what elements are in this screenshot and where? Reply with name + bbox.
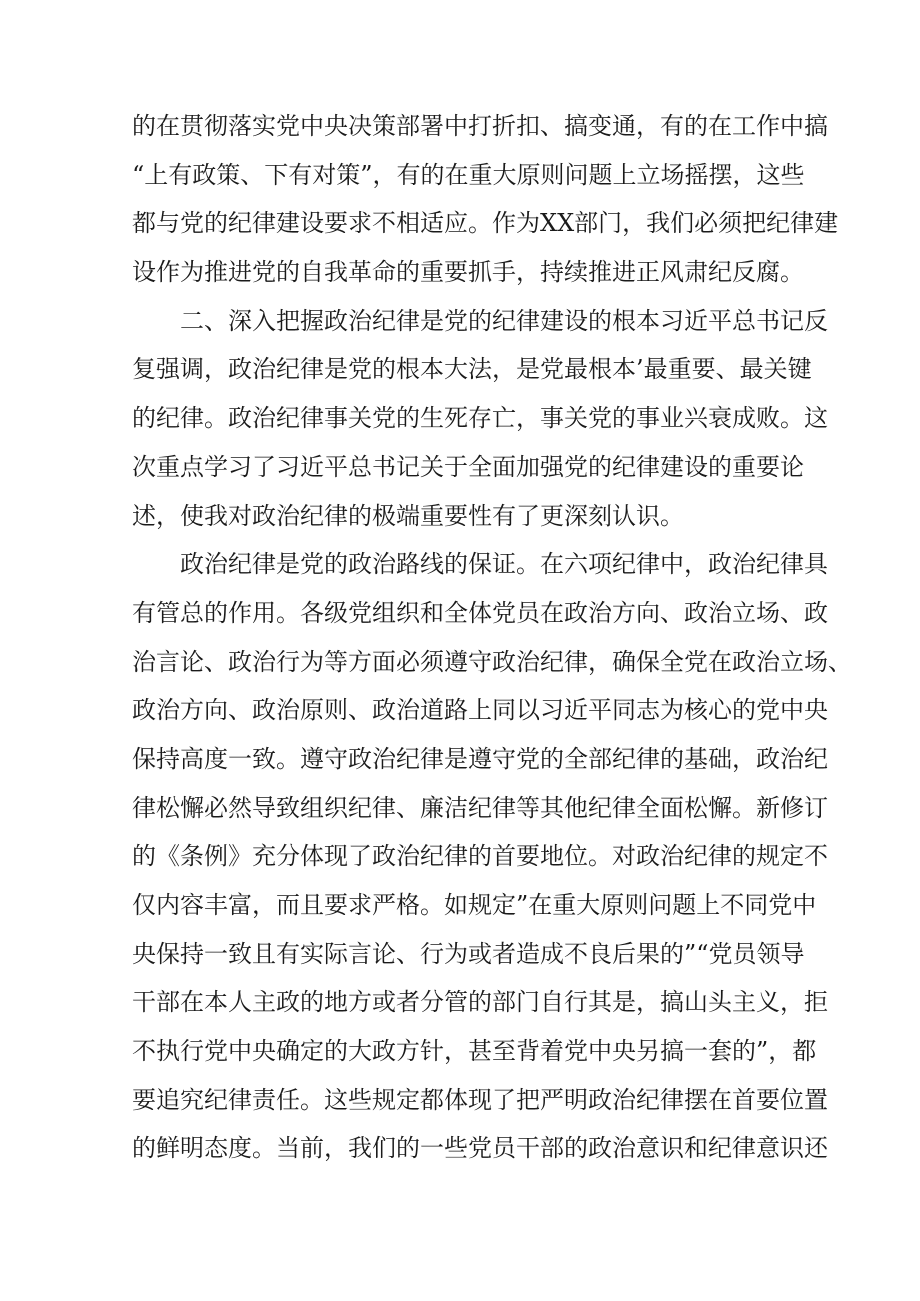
paragraph-3-line-2: 有管总的作用。各级党组织和全体党员在政治方向、政治立场、政 — [132, 598, 828, 627]
paragraph-3-line-9: 央保持一致且有实际言论、行为或者造成不良后果的”“党员领导 — [132, 939, 805, 968]
paragraph-1-line-1: 的在贯彻落实党中央决策部署中打折扣、搞变通，有的在工作中搞 — [132, 112, 828, 140]
paragraph-3-line-10: 干部在本人主政的地方或者分管的部门自行其是，搞山头主义，拒 — [132, 988, 828, 1017]
paragraph-2-line-1: 二、深入把握政治纪律是党的纪律建设的根本习近平总书记反 — [180, 306, 828, 335]
paragraph-2-line-2: 复强调，政治纪律是党的根本大法，是党最根本’最重要、最关键 — [132, 355, 812, 384]
paragraph-2-line-5: 述，使我对政治纪律的极端重要性有了更深刻认识。 — [132, 501, 684, 530]
paragraph-1-line-2: “上有政策、下有对策”，有的在重大原则问题上立场摇摆，这些 — [132, 160, 805, 189]
paragraph-3-line-1: 政治纪律是党的政治路线的保证。在六项纪律中，政治纪律具 — [180, 550, 828, 579]
paragraph-3-line-7: 的《条例》充分体现了政治纪律的首要地位。对政治纪律的规定不 — [132, 842, 828, 871]
paragraph-3-line-11: 不执行党中央确定的大政方针，甚至背着党中央另搞一套的”，都 — [132, 1037, 817, 1066]
document-body — [132, 102, 852, 1173]
paragraph-3-line-4: 政治方向、政治原则、政治道路上同以习近平同志为核心的党中央 — [132, 696, 828, 725]
paragraph-1-line-3: 都与党的纪律建设要求不相适应。作为XX部门，我们必须把纪律建 — [132, 209, 839, 238]
paragraph-2-line-4: 次重点学习了习近平总书记关于全面加强党的纪律建设的重要论 — [132, 452, 804, 481]
paragraph-3-line-3: 治言论、政治行为等方面必须遵守政治纪律，确保全党在政治立场、 — [132, 647, 852, 676]
paragraph-3-line-12: 要追究纪律责任。这些规定都体现了把严明政治纪律摆在首要位置 — [132, 1085, 828, 1114]
paragraph-3-line-8: 仅内容丰富，而且要求严格。如规定”在重大原则问题上不同党中 — [132, 891, 817, 919]
paragraph-3-line-13: 的鲜明态度。当前，我们的一些党员干部的政治意识和纪律意识还 — [132, 1134, 828, 1163]
paragraph-3-line-5: 保持高度一致。遵守政治纪律是遵守党的全部纪律的基础，政治纪 — [132, 744, 828, 773]
paragraph-1-line-4: 设作为推进党的自我革命的重要抓手，持续推进正风肃纪反腐。 — [132, 258, 804, 287]
paragraph-2-line-3: 的纪律。政治纪律事关党的生死存亡，事关党的事业兴衰成败。这 — [132, 404, 828, 433]
paragraph-3-line-6: 律松懈必然导致组织纪律、廉洁纪律等其他纪律全面松懈。新修订 — [132, 793, 828, 822]
